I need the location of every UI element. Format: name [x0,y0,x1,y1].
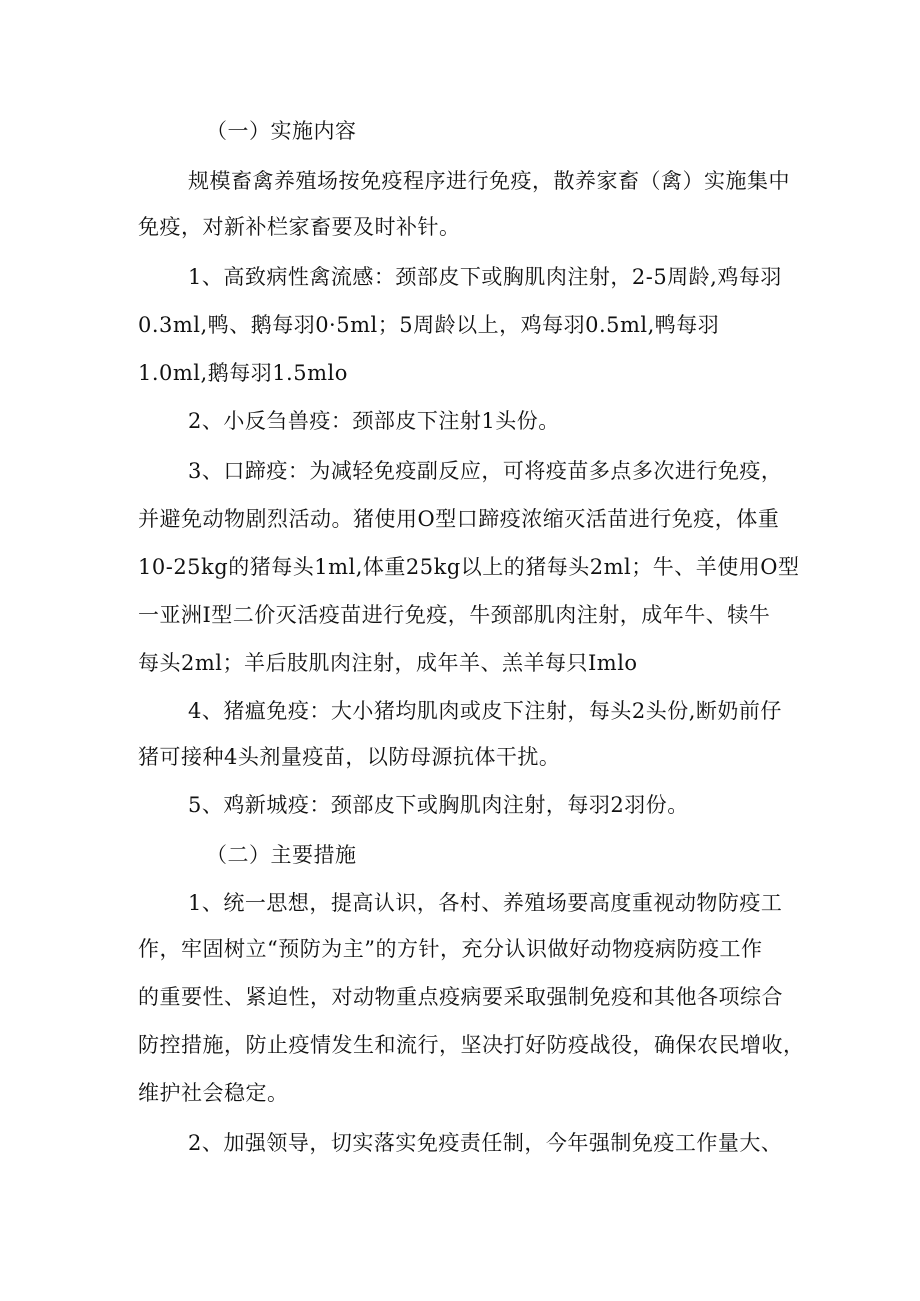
item-2-line-1: 2、小反刍兽疫：颈部皮下注射1头份。 [188,409,560,433]
item-3-line-1: 3、口蹄疫：为减轻免疫副反应，可将疫苗多点多次进行免疫， [188,459,783,483]
section1-heading: （一）实施内容 [206,119,357,143]
section1-intro-line-2: 免疫，对新补栏家畜要及时补针。 [138,215,461,239]
item-3-line-5: 每头2ml；羊后肢肌肉注射，成年羊、羔羊每只Imlo [138,651,638,675]
item-1-line-1: 1、高致病性禽流感：颈部皮下或胸肌肉注射，2-5周龄,鸡每羽 [188,265,782,289]
section2-heading: （二）主要措施 [206,843,357,867]
item-3-line-4: 一亚洲I型二价灭活疫苗进行免疫，牛颈部肌肉注射，成年牛、犊牛 [138,603,771,627]
item-4-line-2: 猪可接种4头剂量疫苗，以防母源抗体干扰。 [138,745,561,769]
section1-intro-line-1: 规模畜禽养殖场按免疫程序进行免疫，散养家畜（禽）实施集中 [188,169,790,193]
item-3-line-3: 10-25kg的猪每头1ml,体重25kg以上的猪每头2ml；牛、羊使用O型 [138,555,800,579]
measure-1-line-3: 的重要性、紧迫性，对动物重点疫病要采取强制免疫和其他各项综合 [138,985,783,1009]
measure-2-line-1: 2、加强领导，切实落实免疫责任制，今年强制免疫工作量大、 [188,1131,783,1155]
measure-1-line-1: 1、统一思想，提高认识，各村、养殖场要高度重视动物防疫工 [188,891,783,915]
item-5-line-1: 5、鸡新城疫：颈部皮下或胸肌肉注射，每羽2羽份。 [188,793,689,817]
item-4-line-1: 4、猪瘟免疫：大小猪均肌肉或皮下注射，每头2头份,断奶前仔 [188,699,782,723]
measure-1-line-4: 防控措施，防止疫情发生和流行，坚决打好防疫战役，确保农民增收， [138,1033,805,1057]
measure-1-line-2: 作，牢固树立“预防为主”的方针，充分认识做好动物疫病防疫工作 [138,937,763,961]
item-1-line-2: 0.3ml,鸭、鹅每羽0·5ml；5周龄以上，鸡每羽0.5ml,鸭每羽 [138,313,720,337]
item-3-line-2: 并避免动物剧烈活动。猪使用O型口蹄疫浓缩灭活苗进行免疫，体重 [138,507,780,531]
measure-1-line-5: 维护社会稳定。 [138,1081,289,1105]
item-1-line-3: 1.0ml,鹅每羽1.5mlo [138,361,348,385]
